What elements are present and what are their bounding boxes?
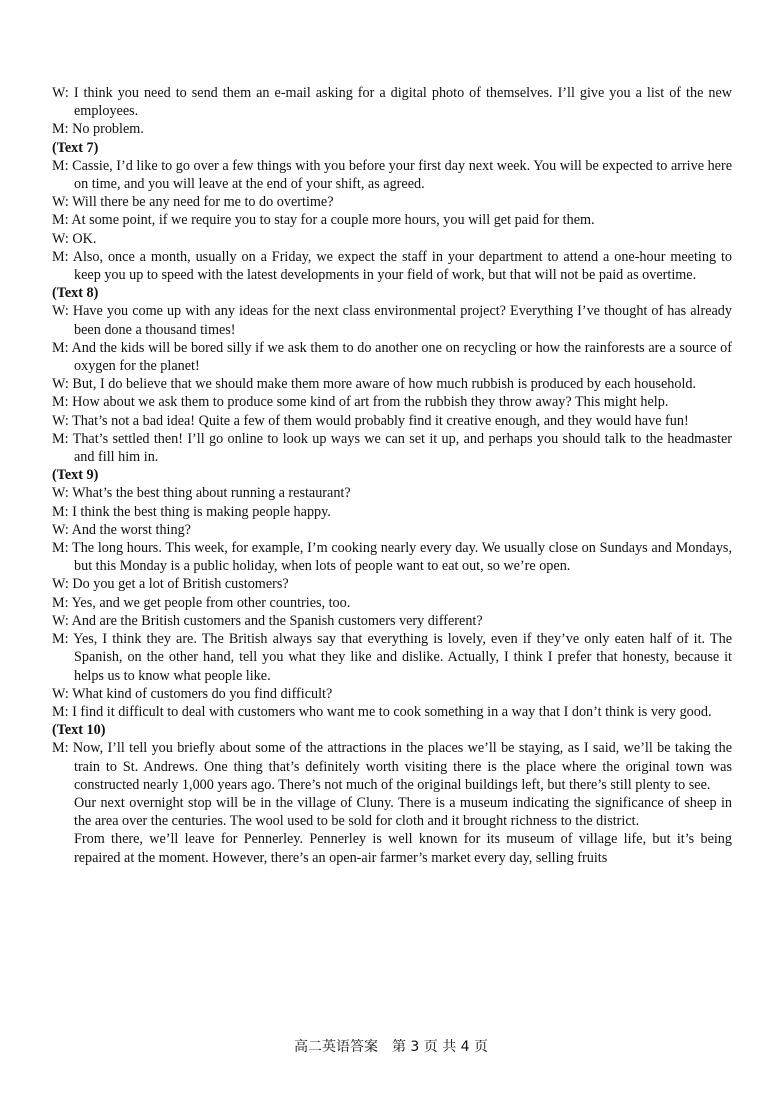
dialogue-text: Yes, and we get people from other countries, too.: [71, 594, 351, 611]
dialogue-line: [52, 685, 732, 703]
dialogue-text: No problem.: [72, 121, 144, 138]
speaker-label: M:: [52, 212, 69, 229]
dialogue-text: I think the best thing is making people happy.: [72, 503, 331, 520]
speaker-label: W:: [52, 230, 69, 247]
speaker-label: M:: [52, 121, 69, 138]
speaker-label: M:: [52, 540, 69, 557]
speaker-label: M:: [52, 157, 69, 174]
section-heading: (Text 10): [52, 722, 106, 739]
continuation-paragraph: Our next overnight stop will be in the village of Cluny. There is a museum indicating the significance of sheep in the area over the centuries. The wool used to be sold for cloth and it brought richness to the district.: [74, 794, 732, 830]
speaker-label: W:: [52, 576, 69, 593]
speaker-label: W:: [52, 376, 69, 393]
dialogue-text: How about we ask them to produce some kind of art from the rubbish they throw away? This might help.: [72, 394, 669, 411]
dialogue-line: [52, 575, 732, 593]
dialogue-text: But, I do believe that we should make them more aware of how much rubbish is produced by each household.: [72, 376, 697, 393]
speaker-label: W:: [52, 521, 69, 538]
section-heading: (Text 8): [52, 285, 99, 302]
speaker-label: M:: [52, 394, 69, 411]
dialogue-line: [52, 393, 732, 411]
dialogue-line: [52, 430, 732, 466]
dialogue-line: [52, 539, 732, 575]
dialogue-text: What’s the best thing about running a restaurant?: [72, 485, 351, 502]
speaker-label: W:: [52, 612, 69, 629]
dialogue-text: That’s settled then! I’ll go online to look up ways we can set it up, and perhaps you should talk to the headmaster and fill him in.: [72, 430, 732, 466]
dialogue-line: [52, 739, 732, 794]
dialogue-text: And are the British customers and the Spanish customers very different?: [71, 612, 483, 629]
speaker-label: M:: [52, 740, 69, 757]
speaker-label: M:: [52, 594, 69, 611]
speaker-label: M:: [52, 339, 69, 356]
dialogue-line: [52, 484, 732, 502]
dialogue-text: Yes, I think they are. The British always say that everything is lovely, even if they’ve only eaten half of it. The Spanish, on the other hand, tell you what they like and dislike. Actually, I think I prefer that honesty, because it helps us to know what people like.: [73, 631, 732, 684]
dialogue-line: [52, 193, 732, 211]
speaker-label: M:: [52, 430, 69, 447]
dialogue-text: I find it difficult to deal with customers who want me to cook something in a way that I don’t think is very good.: [72, 703, 712, 720]
dialogue-text: The long hours. This week, for example, I’m cooking nearly every day. We usually close on Sundays and Mondays, but this Monday is a public holiday, when lots of people want to eat out, so we’re open.: [72, 540, 732, 575]
dialogue-line: [52, 612, 732, 630]
dialogue-text: What kind of customers do you find difficult?: [72, 685, 333, 702]
speaker-label: W:: [52, 485, 69, 502]
dialogue-text: Have you come up with any ideas for the next class environmental project? Everything I’ve thought of has already been done a thousand times!: [72, 303, 732, 338]
dialogue-text: Also, once a month, usually on a Friday, we expect the staff in your department to attend a one-hour meeting to keep you up to speed with the latest developments in your field of work, but that will not be paid as overtime.: [72, 248, 732, 284]
page-footer: 高二英语答案 第 3 页 共 4 页: [293, 1039, 489, 1055]
dialogue-text: Will there be any need for me to do overtime?: [72, 194, 334, 211]
dialogue-line: [52, 521, 732, 539]
dialogue-line: [52, 703, 732, 721]
dialogue-text: I think you need to send them an e-mail asking for a digital photo of themselves. I’ll give you a list of the new employees.: [73, 85, 732, 120]
section-heading: (Text 7): [52, 139, 99, 156]
dialogue-line: [52, 157, 732, 193]
continuation-paragraph: From there, we’ll leave for Pennerley. Pennerley is well known for its museum of village life, but it’s being repaired at the moment. However, there’s an open-air farmer’s market every day, selling fruits: [74, 831, 732, 866]
dialogue-line: [52, 302, 732, 338]
dialogue-line: [52, 248, 732, 284]
dialogue-text: At some point, if we require you to stay for a couple more hours, you will get paid for them.: [71, 212, 595, 229]
dialogue-line: [52, 339, 732, 375]
dialogue-line: [52, 503, 732, 521]
dialogue-text: OK.: [72, 230, 97, 247]
section-heading: (Text 9): [52, 467, 99, 484]
dialogue-text: And the kids will be bored silly if we ask them to do another one on recycling or how the rainforests are a source of oxygen for the planet!: [71, 339, 732, 375]
speaker-label: M:: [52, 503, 69, 520]
dialogue-text: That’s not a bad idea! Quite a few of them would probably find it creative enough, and they would have fun!: [72, 412, 689, 429]
dialogue-line: [52, 594, 732, 612]
transcript-body: [52, 84, 732, 867]
dialogue-line: [52, 84, 732, 120]
speaker-label: W:: [52, 303, 69, 320]
dialogue-line: [52, 630, 732, 685]
speaker-label: W:: [52, 412, 69, 429]
speaker-label: M:: [52, 248, 69, 265]
dialogue-line: [52, 120, 732, 138]
dialogue-line: [52, 211, 732, 229]
dialogue-line: [52, 375, 732, 393]
speaker-label: W:: [52, 685, 69, 702]
dialogue-text: And the worst thing?: [71, 521, 191, 538]
speaker-label: M:: [52, 631, 69, 648]
dialogue-text: Do you get a lot of British customers?: [72, 576, 289, 593]
speaker-label: W:: [52, 85, 69, 101]
speaker-label: W:: [52, 194, 69, 211]
dialogue-line: [52, 230, 732, 248]
speaker-label: M:: [52, 703, 69, 720]
dialogue-text: Now, I’ll tell you briefly about some of the attractions in the places we’ll be staying, as I said, we’ll be taking the train to St. Andrews. One thing that’s definitely worth visiting there is the place where the original town was constructed nearly 1,000 years ago. There’s not much of the original buildings left, but there’s still plenty to see.: [72, 740, 733, 793]
dialogue-line: [52, 412, 732, 430]
dialogue-text: Cassie, I’d like to go over a few things with you before your first day next week. You will be expected to arrive here on time, and you will leave at the end of your shift, as agreed.: [72, 157, 732, 193]
